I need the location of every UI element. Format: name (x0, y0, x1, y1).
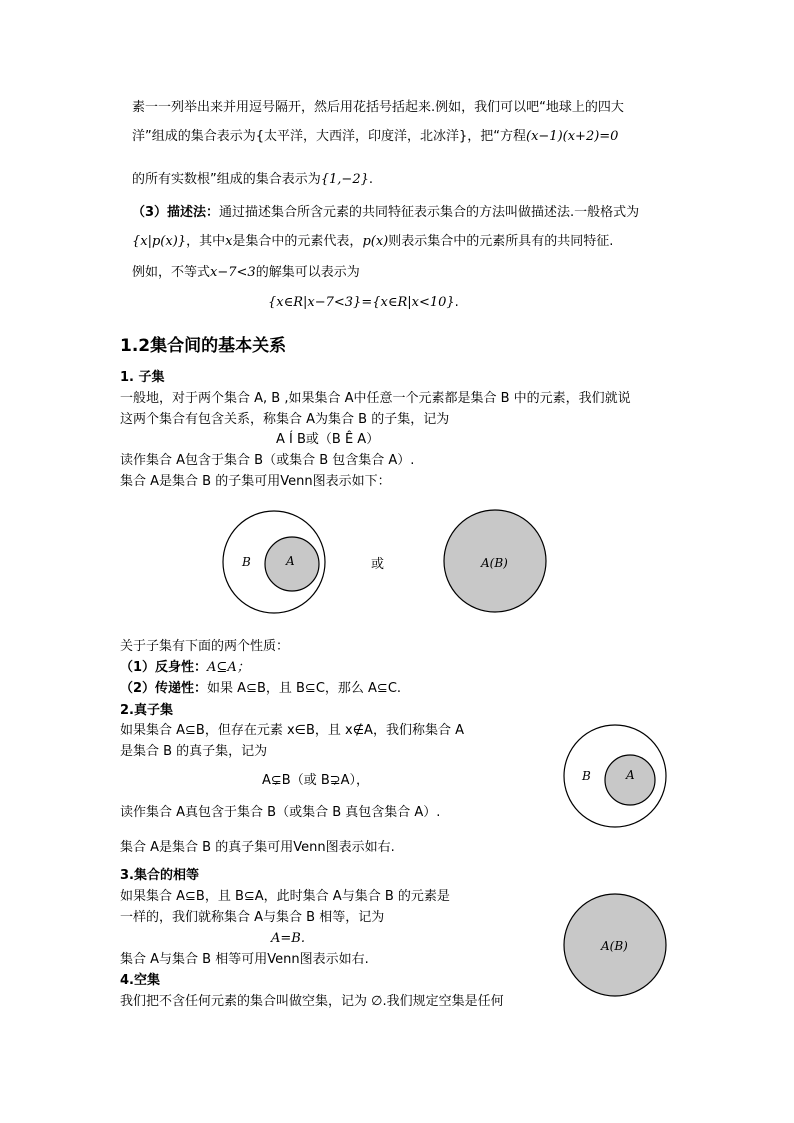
label-a: A (286, 554, 295, 568)
props-intro: 关于子集有下面的两个性质： (120, 639, 290, 654)
equation: (x−1)(x+2)=0 (526, 129, 619, 144)
section-title: 1.2集合间的基本关系 (120, 336, 287, 356)
prop-reflexive (120, 659, 250, 677)
describe-label: （3）描述法： (132, 205, 220, 220)
label-ab: A(B) (601, 939, 628, 953)
text: 的解集可以表示为 (255, 265, 360, 280)
equal-heading: 3.集合的相等 (120, 868, 199, 883)
intro-line-1: 素一一列举出来并用逗号隔开，然后用花括号括起来.例如，我们可以吧“地球上的四大 (132, 100, 624, 115)
text: 则表示集合中的元素所具有的共同特征. (388, 234, 614, 249)
subset-heading: 1. 子集 (120, 370, 165, 385)
prop-transitive (120, 680, 401, 698)
equal-venn: 集合 A与集合 B 相等可用Venn图表示如右. (120, 952, 369, 967)
label-b: B (582, 769, 591, 783)
formula: 如果 A⊆B，且 B⊆C，那么 A⊆C. (207, 681, 402, 696)
describe-line-2 (132, 233, 613, 251)
general-form: {x|p(x)} (132, 234, 187, 249)
venn-subset (220, 508, 330, 616)
subset-venn-intro: 集合 A是集合 B 的子集可用Venn图表示如下： (120, 474, 391, 489)
describe-text: 通过描述集合所含元素的共同特征表示集合的方法叫做描述法.一般格式为 (219, 205, 640, 220)
text: 例如，不等式 (132, 265, 211, 280)
equal-notation: A=B. (271, 931, 305, 946)
subset-para-1: 一般地，对于两个集合 A, B ,如果集合 A中任意一个元素都是集合 B 中的元素，我们就说 (120, 391, 631, 406)
var-x: x (225, 234, 233, 249)
subset-notation: A Í B或（B Ê A） (276, 432, 380, 447)
inequality: x−7<3 (210, 265, 256, 280)
label-ab: A(B) (481, 556, 508, 570)
period: . (454, 295, 459, 310)
text: 是集合中的元素代表， (232, 234, 363, 249)
period: . (368, 172, 373, 187)
predicate: p(x) (362, 234, 389, 249)
text: ，其中 (186, 234, 226, 249)
or-text: 或 (371, 557, 385, 572)
equal-line-1: 如果集合 A⊆B，且 B⊆A，此时集合 A与集合 B 的元素是 (120, 889, 450, 904)
venn-equal-1 (443, 509, 549, 615)
intro-line-3 (132, 171, 373, 189)
venn-proper-subset (563, 724, 669, 830)
venn-equal-2 (563, 893, 669, 999)
describe-line-3 (132, 264, 360, 282)
equal-line-2: 一样的，我们就称集合 A与集合 B 相等，记为 (120, 910, 385, 925)
empty-line-1: 我们把不含任何元素的集合叫做空集，记为 ∅.我们规定空集是任何 (120, 994, 504, 1009)
label-b: B (242, 555, 251, 569)
set-formula: {x∈R|x−7<3}={x∈R|x<10} (268, 295, 455, 310)
subset-read: 读作集合 A包含于集合 B（或集合 B 包含集合 A）. (120, 453, 415, 468)
label-a: A (626, 768, 635, 782)
proper-notation: A⊊B（或 B⊋A）， (262, 773, 370, 788)
subset-para-2: 这两个集合有包含关系，称集合 A为集合 B 的子集，记为 (120, 412, 450, 427)
label: （2）传递性： (120, 681, 208, 696)
proper-read: 读作集合 A真包含于集合 B（或集合 B 真包含集合 A）. (120, 805, 441, 820)
proper-line-2: 是集合 B 的真子集，记为 (120, 744, 268, 759)
intro-line-2-text: 洋”组成的集合表示为{太平洋，大西洋，印度洋，北冰洋}，把“方程 (132, 129, 527, 144)
intro-line-2 (132, 128, 618, 146)
intro-line-3-text: 的所有实数根”组成的集合表示为 (132, 172, 321, 187)
formula: A⊆A； (207, 660, 250, 675)
root-set: {1,−2} (320, 172, 369, 187)
proper-heading: 2.真子集 (120, 703, 173, 718)
proper-line-1: 如果集合 A⊆B，但存在元素 x∈B，且 x∉A，我们称集合 A (120, 723, 464, 738)
empty-heading: 4.空集 (120, 973, 160, 988)
describe-line-1 (132, 204, 639, 222)
label: （1）反身性： (120, 660, 208, 675)
set-equation (268, 294, 459, 312)
proper-venn: 集合 A是集合 B 的真子集可用Venn图表示如右. (120, 840, 395, 855)
